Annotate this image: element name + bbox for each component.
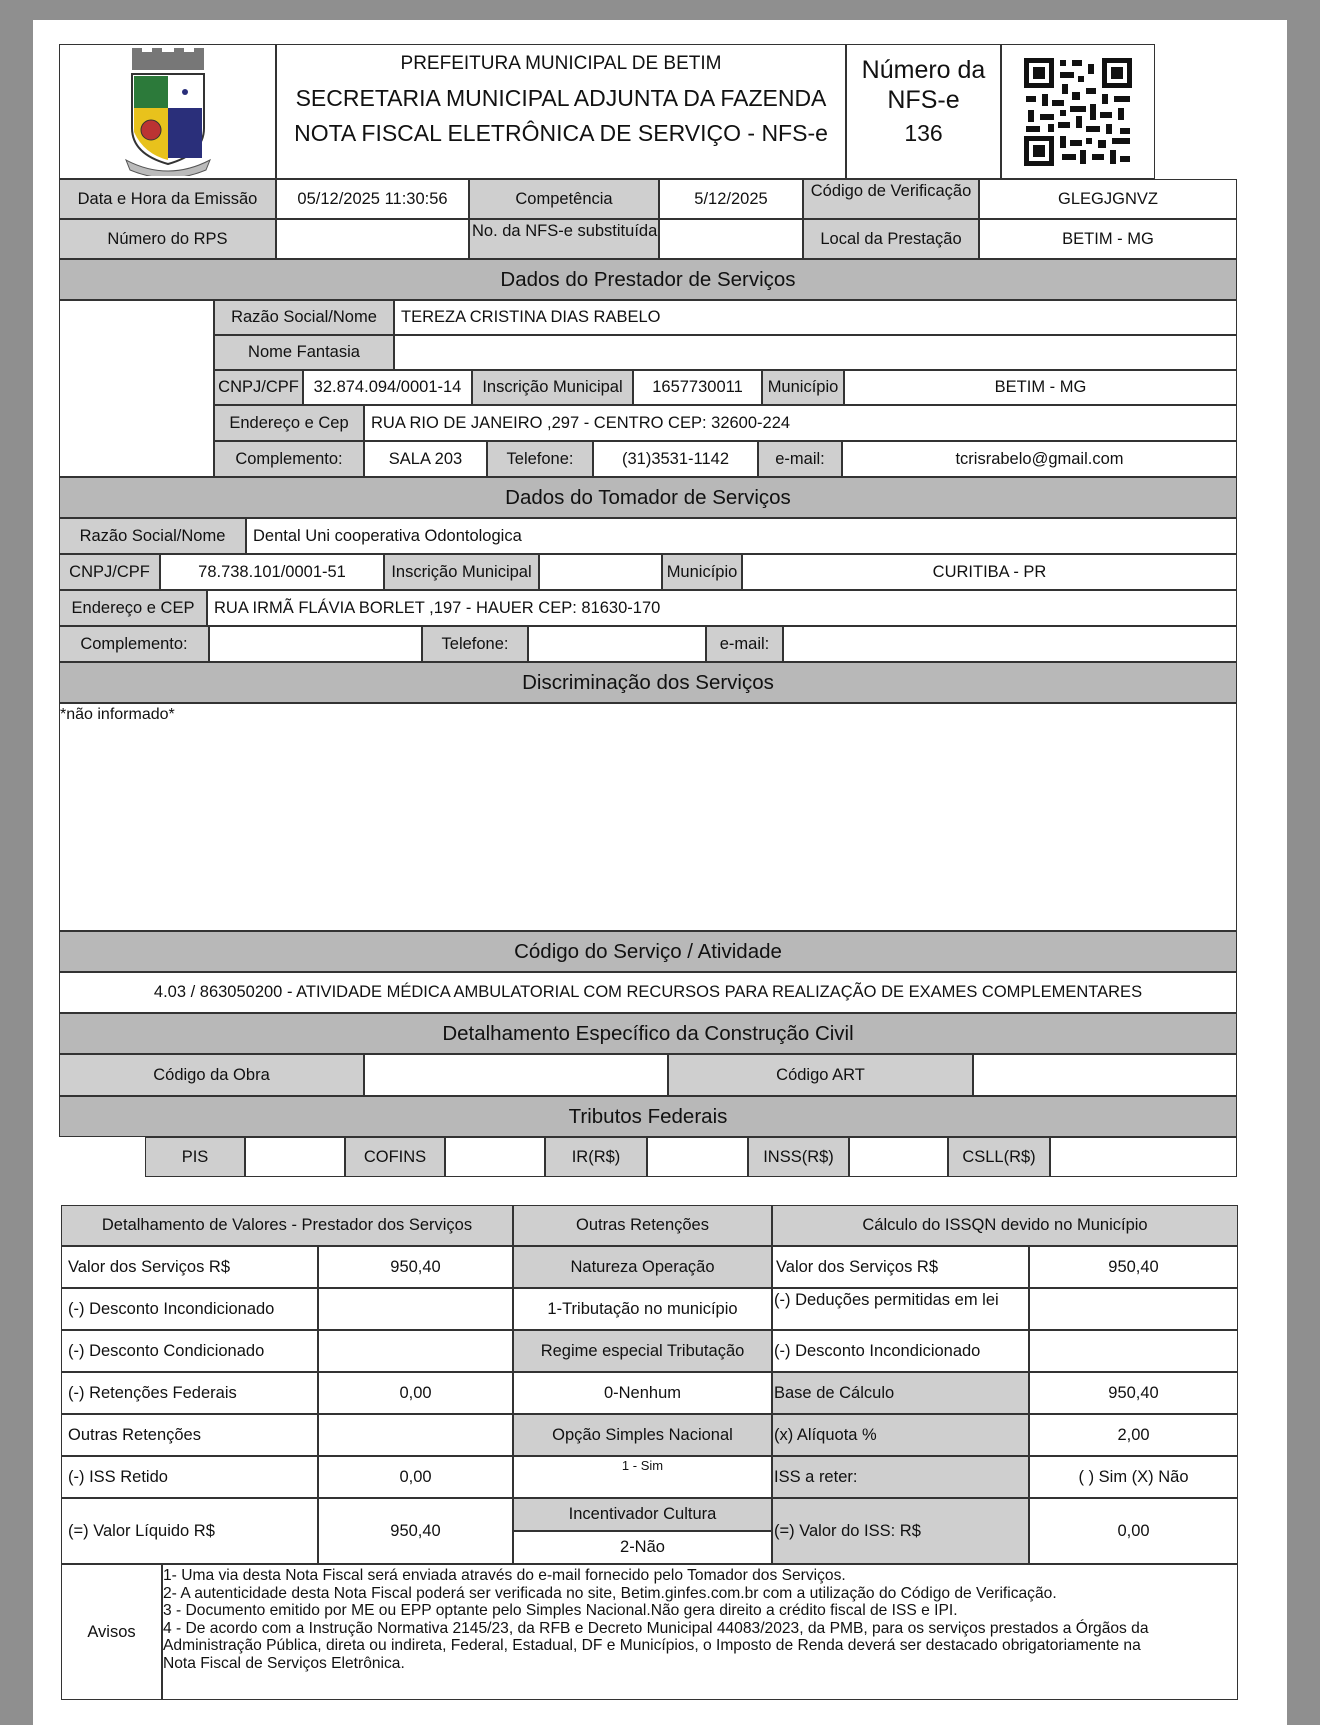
nfse-number-label-1: Número da: [861, 56, 986, 84]
customer-address-value: RUA IRMÃ FLÁVIA BORLET ,197 - HAUER CEP: 81630-170: [207, 590, 1237, 626]
provider-municipal-registration-label: Inscrição Municipal: [472, 370, 633, 405]
issqn-row-label: (-) Desconto Incondicionado: [772, 1330, 1029, 1372]
provider-phone-value: (31)3531-1142: [593, 441, 758, 477]
values-row-value: 950,40: [318, 1498, 513, 1564]
ir-label: IR(R$): [545, 1137, 647, 1177]
provider-address-label: Endereço e Cep: [214, 405, 364, 441]
verification-code-value: GLEGJGNVZ: [979, 179, 1237, 219]
department-name: SECRETARIA MUNICIPAL ADJUNTA DA FAZENDA: [295, 85, 827, 111]
customer-address-label: Endereço e CEP: [59, 590, 207, 626]
issqn-section-header: Cálculo do ISSQN devido no Município: [772, 1205, 1238, 1246]
nfse-number-block: [846, 44, 1001, 179]
provider-name-value: TEREZA CRISTINA DIAS RABELO: [394, 300, 1237, 335]
issqn-row-value: [1029, 1288, 1238, 1330]
provider-section-title: Dados do Prestador de Serviços: [59, 259, 1237, 300]
qr-code-cell: [1001, 44, 1155, 179]
customer-name-value: Dental Uni cooperativa Odontologica: [246, 518, 1237, 554]
culture-incentive-value: 2-Não: [513, 1531, 772, 1564]
provider-complement-label: Complemento:: [214, 441, 364, 477]
emission-date-label: Data e Hora da Emissão: [59, 179, 276, 219]
qr-code-icon: [1022, 56, 1134, 168]
customer-email-label: e-mail:: [706, 626, 783, 662]
emission-date-value: 05/12/2025 11:30:56: [276, 179, 469, 219]
provider-logo-area: [59, 300, 214, 477]
issqn-row-value: 950,40: [1029, 1246, 1238, 1288]
issqn-row-value: 0,00: [1029, 1498, 1238, 1564]
provider-city-value: BETIM - MG: [844, 370, 1237, 405]
values-row-label: (=) Valor Líquido R$: [61, 1498, 318, 1564]
construction-work-code-label: Código da Obra: [59, 1054, 364, 1096]
service-code-value: 4.03 / 863050200 - ATIVIDADE MÉDICA AMBULATORIAL COM RECURSOS PARA REALIZAÇÃO DE EXAMES COMPLEMENTARES: [59, 972, 1237, 1013]
notices-text: [162, 1564, 1238, 1700]
notice-line: 4 - De acordo com a Instrução Normativa 2145/23, da RFB e Decreto Municipal 44083/2023, da PMB, para os serviços prestados a Órgãos da: [163, 1619, 1149, 1637]
rps-number-value: [276, 219, 469, 259]
coat-of-arms-logo: [118, 48, 218, 176]
customer-city-label: Município: [662, 554, 742, 590]
issqn-row-label: (x) Alíquota %: [772, 1414, 1029, 1456]
issqn-row-label: Base de Cálculo: [772, 1372, 1029, 1414]
customer-section-title: Dados do Tomador de Serviços: [59, 477, 1237, 518]
pis-label: PIS: [145, 1137, 245, 1177]
provider-trade-name-label: Nome Fantasia: [214, 335, 394, 370]
rps-number-label: Número do RPS: [59, 219, 276, 259]
issqn-row-value: 950,40: [1029, 1372, 1238, 1414]
values-row-value: [318, 1414, 513, 1456]
notice-line: 3 - Documento emitido por ME ou EPP optante pelo Simples Nacional.Não gera direito a crédito fiscal de ISS e IPI.: [163, 1602, 958, 1620]
notice-line: 2- A autenticidade desta Nota Fiscal poderá ser verificada no site, Betim.ginfes.com.br com a utilização do Código de Verificação.: [163, 1584, 1057, 1602]
values-row-label: (-) Retenções Federais: [61, 1372, 318, 1414]
issqn-row-label: ISS a reter:: [772, 1456, 1029, 1498]
provider-trade-name-value: [394, 335, 1237, 370]
coat-of-arms-cell: [59, 44, 276, 179]
csll-label: CSLL(R$): [948, 1137, 1050, 1177]
notice-line: Nota Fiscal de Serviços Eletrônica.: [163, 1654, 405, 1672]
construction-section-title: Detalhamento Específico da Construção Civil: [59, 1013, 1237, 1054]
values-row-value: 0,00: [318, 1456, 513, 1498]
provider-address-value: RUA RIO DE JANEIRO ,297 - CENTRO CEP: 32600-224: [364, 405, 1237, 441]
customer-phone-value: [528, 626, 706, 662]
simples-nacional-label: Opção Simples Nacional: [513, 1414, 772, 1456]
service-location-label: Local da Prestação: [803, 219, 979, 259]
federal-taxes-title: Tributos Federais: [59, 1096, 1237, 1137]
issqn-row-value: 2,00: [1029, 1414, 1238, 1456]
issqn-row-label: Valor dos Serviços R$: [772, 1246, 1029, 1288]
values-row-label: (-) Desconto Incondicionado: [61, 1288, 318, 1330]
cofins-value: [445, 1137, 545, 1177]
customer-municipal-registration-value: [539, 554, 662, 590]
customer-phone-label: Telefone:: [422, 626, 528, 662]
document-title: NOTA FISCAL ELETRÔNICA DE SERVIÇO - NFS-e: [294, 120, 828, 146]
issqn-row-label: (=) Valor do ISS: R$: [772, 1498, 1029, 1564]
issqn-row-label: (-) Deduções permitidas em lei: [772, 1288, 1029, 1330]
simples-nacional-value: 1 - Sim: [513, 1456, 772, 1498]
service-location-value: BETIM - MG: [979, 219, 1237, 259]
customer-email-value: [783, 626, 1237, 662]
other-retentions-header: Outras Retenções: [513, 1205, 772, 1246]
construction-art-code-value: [973, 1054, 1237, 1096]
provider-cnpj-label: CNPJ/CPF: [214, 370, 303, 405]
provider-name-label: Razão Social/Nome: [214, 300, 394, 335]
values-row-label: Outras Retenções: [61, 1414, 318, 1456]
csll-value: [1050, 1137, 1237, 1177]
replaced-nfse-value: [659, 219, 803, 259]
services-description-text: *não informado*: [59, 703, 1237, 931]
nfse-number-value: 136: [904, 120, 943, 146]
values-row-label: (-) Desconto Condicionado: [61, 1330, 318, 1372]
inss-label: INSS(R$): [748, 1137, 849, 1177]
culture-incentive-label: Incentivador Cultura: [513, 1498, 772, 1531]
operation-nature-value: 1-Tributação no município: [513, 1288, 772, 1330]
customer-cnpj-value: 78.738.101/0001-51: [160, 554, 384, 590]
provider-cnpj-value: 32.874.094/0001-14: [303, 370, 472, 405]
customer-complement-label: Complemento:: [59, 626, 209, 662]
competence-value: 5/12/2025: [659, 179, 803, 219]
special-tax-regime-value: 0-Nenhum: [513, 1372, 772, 1414]
customer-municipal-registration-label: Inscrição Municipal: [384, 554, 539, 590]
operation-nature-label: Natureza Operação: [513, 1246, 772, 1288]
customer-name-label: Razão Social/Nome: [59, 518, 246, 554]
customer-city-value: CURITIBA - PR: [742, 554, 1237, 590]
pis-value: [245, 1137, 345, 1177]
nfse-number-label-2: NFS-e: [887, 86, 960, 114]
construction-work-code-value: [364, 1054, 668, 1096]
values-row-value: 0,00: [318, 1372, 513, 1414]
cofins-label: COFINS: [345, 1137, 445, 1177]
notice-line: 1- Uma via desta Nota Fiscal será enviada através do e-mail fornecido pelo Tomador dos Serviços.: [163, 1567, 846, 1584]
ir-value: [647, 1137, 748, 1177]
services-description-title: Discriminação dos Serviços: [59, 662, 1237, 703]
replaced-nfse-label: No. da NFS-e substituída: [469, 219, 659, 259]
municipality-name: PREFEITURA MUNICIPAL DE BETIM: [400, 53, 722, 74]
provider-complement-value: SALA 203: [364, 441, 487, 477]
service-code-title: Código do Serviço / Atividade: [59, 931, 1237, 972]
notice-line: Administração Pública, direta ou indireta, Federal, Estadual, DF e Municípios, o Imposto de Renda deverá ser destacado obrigatoriamente na: [163, 1637, 1141, 1655]
values-row-label: (-) ISS Retido: [61, 1456, 318, 1498]
competence-label: Competência: [469, 179, 659, 219]
issqn-row-value: ( ) Sim (X) Não: [1029, 1456, 1238, 1498]
customer-cnpj-label: CNPJ/CPF: [59, 554, 160, 590]
document-page: [33, 20, 1287, 1725]
provider-municipal-registration-value: 1657730011: [633, 370, 762, 405]
provider-email-value: tcrisrabelo@gmail.com: [842, 441, 1237, 477]
values-row-value: [318, 1288, 513, 1330]
customer-complement-value: [209, 626, 422, 662]
header-title-block: [276, 44, 846, 179]
values-row-value: 950,40: [318, 1246, 513, 1288]
inss-value: [849, 1137, 948, 1177]
special-tax-regime-label: Regime especial Tributação: [513, 1330, 772, 1372]
verification-code-label: Código de Verificação: [803, 179, 979, 219]
values-section-header: Detalhamento de Valores - Prestador dos Serviços: [61, 1205, 513, 1246]
values-row-label: Valor dos Serviços R$: [61, 1246, 318, 1288]
values-row-value: [318, 1330, 513, 1372]
notices-label: Avisos: [61, 1564, 162, 1700]
provider-email-label: e-mail:: [758, 441, 842, 477]
issqn-row-value: [1029, 1330, 1238, 1372]
construction-art-code-label: Código ART: [668, 1054, 973, 1096]
provider-city-label: Município: [762, 370, 844, 405]
provider-phone-label: Telefone:: [487, 441, 593, 477]
